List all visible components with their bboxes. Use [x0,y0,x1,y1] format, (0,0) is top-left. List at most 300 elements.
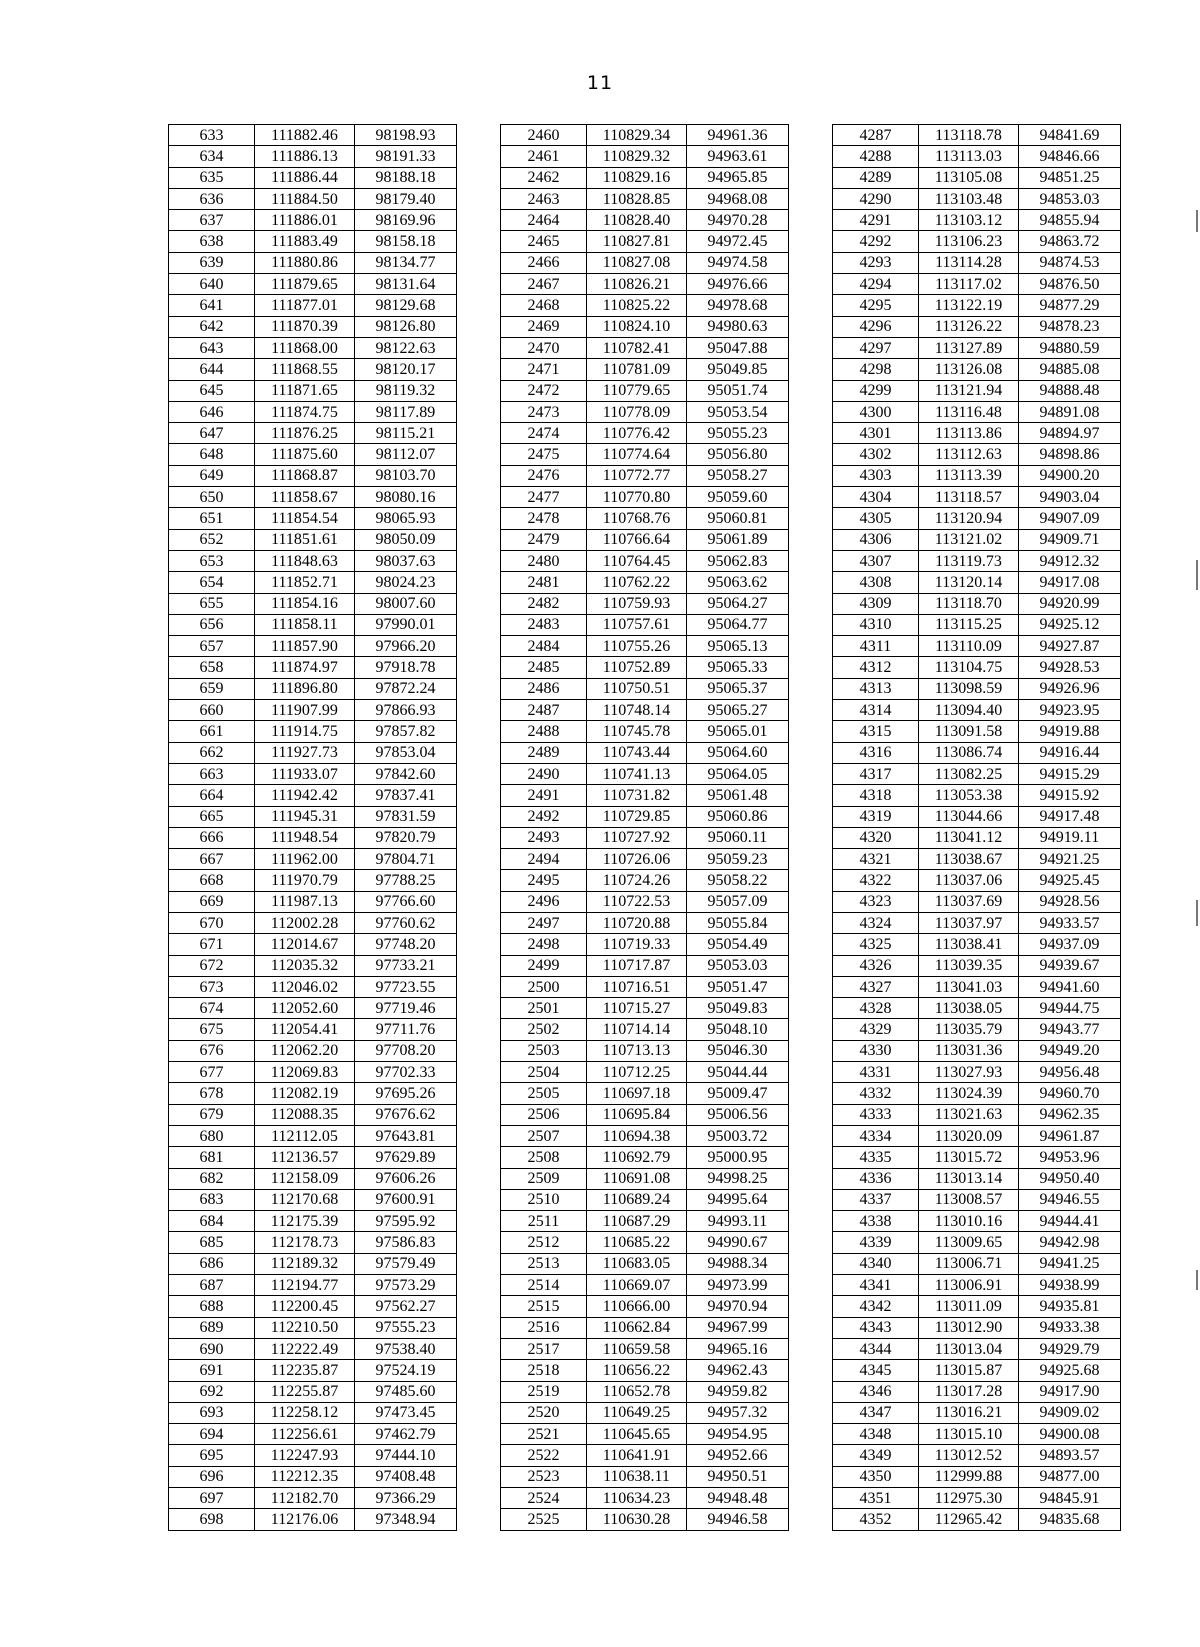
y-coordinate-cell: 98080.16 [355,487,457,508]
point-number-cell: 2471 [501,359,587,380]
y-coordinate-cell: 98103.70 [355,465,457,486]
x-coordinate-cell: 113118.57 [919,487,1019,508]
point-number-cell: 2478 [501,508,587,529]
point-number-cell: 673 [169,976,255,997]
y-coordinate-cell: 94961.36 [687,125,789,146]
table-row [833,614,1121,635]
point-number-cell: 2498 [501,934,587,955]
table-row [501,231,789,252]
table-row [501,274,789,295]
table-row [833,401,1121,422]
x-coordinate-cell: 110727.92 [587,827,687,848]
y-coordinate-cell: 94956.48 [1019,1062,1121,1083]
table-row [833,827,1121,848]
y-coordinate-cell: 94973.99 [687,1275,789,1296]
table-row [833,721,1121,742]
x-coordinate-cell: 113020.09 [919,1125,1019,1146]
point-number-cell: 650 [169,487,255,508]
y-coordinate-cell: 94962.43 [687,1360,789,1381]
point-number-cell: 2473 [501,401,587,422]
x-coordinate-cell: 112965.42 [919,1509,1019,1530]
y-coordinate-cell: 94963.61 [687,146,789,167]
y-coordinate-cell: 97586.83 [355,1232,457,1253]
x-coordinate-cell: 113013.14 [919,1168,1019,1189]
x-coordinate-cell: 110687.29 [587,1211,687,1232]
table-row [501,1338,789,1359]
y-coordinate-cell: 94988.34 [687,1253,789,1274]
x-coordinate-cell: 113016.21 [919,1402,1019,1423]
point-number-cell: 4310 [833,614,919,635]
y-coordinate-cell: 95051.47 [687,976,789,997]
x-coordinate-cell: 113086.74 [919,742,1019,763]
point-number-cell: 2505 [501,1083,587,1104]
point-number-cell: 2470 [501,337,587,358]
y-coordinate-cell: 97600.91 [355,1189,457,1210]
table-row [501,508,789,529]
table-row [169,1211,457,1232]
x-coordinate-cell: 113113.86 [919,423,1019,444]
x-coordinate-cell: 110666.00 [587,1296,687,1317]
x-coordinate-cell: 110638.11 [587,1466,687,1487]
x-coordinate-cell: 110641.91 [587,1445,687,1466]
point-number-cell: 651 [169,508,255,529]
point-number-cell: 4324 [833,912,919,933]
point-number-cell: 688 [169,1296,255,1317]
point-number-cell: 4351 [833,1488,919,1509]
x-coordinate-cell: 112002.28 [255,912,355,933]
point-number-cell: 2481 [501,572,587,593]
x-coordinate-cell: 110714.14 [587,1019,687,1040]
table-row [501,1488,789,1509]
table-row [169,295,457,316]
point-number-cell: 659 [169,678,255,699]
table-row [833,1360,1121,1381]
table-row [169,1168,457,1189]
table-row [169,700,457,721]
x-coordinate-cell: 110683.05 [587,1253,687,1274]
point-number-cell: 4321 [833,849,919,870]
y-coordinate-cell: 98131.64 [355,274,457,295]
y-coordinate-cell: 94946.58 [687,1509,789,1530]
x-coordinate-cell: 110656.22 [587,1360,687,1381]
point-number-cell: 4341 [833,1275,919,1296]
y-coordinate-cell: 94919.11 [1019,827,1121,848]
table-row [501,1275,789,1296]
x-coordinate-cell: 110634.23 [587,1488,687,1509]
x-coordinate-cell: 111914.75 [255,721,355,742]
y-coordinate-cell: 94953.96 [1019,1147,1121,1168]
y-coordinate-cell: 95053.54 [687,401,789,422]
point-number-cell: 2525 [501,1509,587,1530]
point-number-cell: 633 [169,125,255,146]
x-coordinate-cell: 113116.48 [919,401,1019,422]
y-coordinate-cell: 97966.20 [355,636,457,657]
x-coordinate-cell: 113010.16 [919,1211,1019,1232]
table-row [169,998,457,1019]
x-coordinate-cell: 112258.12 [255,1402,355,1423]
table-row [833,1402,1121,1423]
y-coordinate-cell: 95061.89 [687,529,789,550]
table-row [501,785,789,806]
table-row [501,955,789,976]
y-coordinate-cell: 94961.87 [1019,1125,1121,1146]
x-coordinate-cell: 111962.00 [255,849,355,870]
point-number-cell: 698 [169,1509,255,1530]
point-number-cell: 4317 [833,763,919,784]
x-coordinate-cell: 112052.60 [255,998,355,1019]
table-row [169,125,457,146]
x-coordinate-cell: 110778.09 [587,401,687,422]
x-coordinate-cell: 113039.35 [919,955,1019,976]
x-coordinate-cell: 113120.14 [919,572,1019,593]
point-number-cell: 2464 [501,210,587,231]
y-coordinate-cell: 97473.45 [355,1402,457,1423]
x-coordinate-cell: 113127.89 [919,337,1019,358]
point-number-cell: 691 [169,1360,255,1381]
table-row [833,1104,1121,1125]
point-number-cell: 2475 [501,444,587,465]
y-coordinate-cell: 94841.69 [1019,125,1121,146]
x-coordinate-cell: 112062.20 [255,1040,355,1061]
point-number-cell: 671 [169,934,255,955]
x-coordinate-cell: 113038.41 [919,934,1019,955]
table-row [833,252,1121,273]
y-coordinate-cell: 97573.29 [355,1275,457,1296]
x-coordinate-cell: 112200.45 [255,1296,355,1317]
x-coordinate-cell: 113113.03 [919,146,1019,167]
point-number-cell: 686 [169,1253,255,1274]
x-coordinate-cell: 110720.88 [587,912,687,933]
y-coordinate-cell: 95056.80 [687,444,789,465]
y-coordinate-cell: 94878.23 [1019,316,1121,337]
x-coordinate-cell: 111868.00 [255,337,355,358]
point-number-cell: 4289 [833,167,919,188]
point-number-cell: 4309 [833,593,919,614]
y-coordinate-cell: 95060.86 [687,806,789,827]
y-coordinate-cell: 97766.60 [355,891,457,912]
table-row [169,1296,457,1317]
x-coordinate-cell: 111868.55 [255,359,355,380]
y-coordinate-cell: 94863.72 [1019,231,1121,252]
point-number-cell: 690 [169,1338,255,1359]
point-number-cell: 676 [169,1040,255,1061]
point-number-cell: 635 [169,167,255,188]
x-coordinate-cell: 113031.36 [919,1040,1019,1061]
y-coordinate-cell: 94909.71 [1019,529,1121,550]
y-coordinate-cell: 94995.64 [687,1189,789,1210]
y-coordinate-cell: 94972.45 [687,231,789,252]
table-row [169,1488,457,1509]
point-number-cell: 639 [169,252,255,273]
x-coordinate-cell: 113038.67 [919,849,1019,870]
y-coordinate-cell: 97444.10 [355,1445,457,1466]
y-coordinate-cell: 95065.33 [687,657,789,678]
x-coordinate-cell: 110755.26 [587,636,687,657]
x-coordinate-cell: 111871.65 [255,380,355,401]
x-coordinate-cell: 113015.72 [919,1147,1019,1168]
point-number-cell: 4293 [833,252,919,273]
table-row [833,1275,1121,1296]
table-row [833,550,1121,571]
table-row [501,1062,789,1083]
point-number-cell: 2472 [501,380,587,401]
y-coordinate-cell: 94894.97 [1019,423,1121,444]
y-coordinate-cell: 94900.08 [1019,1424,1121,1445]
point-number-cell: 4299 [833,380,919,401]
table-row [833,274,1121,295]
point-number-cell: 2499 [501,955,587,976]
table-row [501,423,789,444]
table-row [169,231,457,252]
x-coordinate-cell: 110762.22 [587,572,687,593]
table-row [501,1424,789,1445]
x-coordinate-cell: 111874.75 [255,401,355,422]
point-number-cell: 4345 [833,1360,919,1381]
x-coordinate-cell: 113114.28 [919,252,1019,273]
table-row [501,1019,789,1040]
y-coordinate-cell: 98115.21 [355,423,457,444]
table-row [169,508,457,529]
y-coordinate-cell: 97990.01 [355,614,457,635]
table-row [169,188,457,209]
y-coordinate-cell: 94845.91 [1019,1488,1121,1509]
x-coordinate-cell: 113126.22 [919,316,1019,337]
y-coordinate-cell: 94937.09 [1019,934,1121,955]
x-coordinate-cell: 113041.12 [919,827,1019,848]
y-coordinate-cell: 97555.23 [355,1317,457,1338]
table-row [501,1296,789,1317]
x-coordinate-cell: 110659.58 [587,1338,687,1359]
y-coordinate-cell: 95000.95 [687,1147,789,1168]
table-row [169,274,457,295]
point-number-cell: 665 [169,806,255,827]
x-coordinate-cell: 113009.65 [919,1232,1019,1253]
x-coordinate-cell: 111882.46 [255,125,355,146]
x-coordinate-cell: 112247.93 [255,1445,355,1466]
y-coordinate-cell: 94954.95 [687,1424,789,1445]
point-number-cell: 2492 [501,806,587,827]
table-row [169,1402,457,1423]
point-number-cell: 654 [169,572,255,593]
x-coordinate-cell: 110695.84 [587,1104,687,1125]
x-coordinate-cell: 110729.85 [587,806,687,827]
point-number-cell: 2491 [501,785,587,806]
point-number-cell: 4307 [833,550,919,571]
x-coordinate-cell: 111848.63 [255,550,355,571]
x-coordinate-cell: 113126.08 [919,359,1019,380]
point-number-cell: 4336 [833,1168,919,1189]
x-coordinate-cell: 112014.67 [255,934,355,955]
table-row [833,444,1121,465]
y-coordinate-cell: 98119.32 [355,380,457,401]
point-number-cell: 4331 [833,1062,919,1083]
table-row [169,1338,457,1359]
x-coordinate-cell: 113037.97 [919,912,1019,933]
table-row [833,678,1121,699]
y-coordinate-cell: 97702.33 [355,1062,457,1083]
table-row [833,125,1121,146]
point-number-cell: 645 [169,380,255,401]
point-number-cell: 2510 [501,1189,587,1210]
y-coordinate-cell: 94916.44 [1019,742,1121,763]
point-number-cell: 2508 [501,1147,587,1168]
x-coordinate-cell: 110722.53 [587,891,687,912]
y-coordinate-cell: 98024.23 [355,572,457,593]
y-coordinate-cell: 98188.18 [355,167,457,188]
x-coordinate-cell: 110726.06 [587,849,687,870]
y-coordinate-cell: 94938.99 [1019,1275,1121,1296]
point-number-cell: 697 [169,1488,255,1509]
table-row [169,337,457,358]
x-coordinate-cell: 113012.52 [919,1445,1019,1466]
table-row [833,1317,1121,1338]
x-coordinate-cell: 113117.02 [919,274,1019,295]
table-row [833,1147,1121,1168]
x-coordinate-cell: 113015.87 [919,1360,1019,1381]
y-coordinate-cell: 94925.12 [1019,614,1121,635]
point-number-cell: 2493 [501,827,587,848]
point-number-cell: 2486 [501,678,587,699]
table-row [501,934,789,955]
point-number-cell: 687 [169,1275,255,1296]
y-coordinate-cell: 94933.57 [1019,912,1121,933]
point-number-cell: 648 [169,444,255,465]
point-number-cell: 4297 [833,337,919,358]
y-coordinate-cell: 94965.85 [687,167,789,188]
y-coordinate-cell: 97676.62 [355,1104,457,1125]
y-coordinate-cell: 97820.79 [355,827,457,848]
x-coordinate-cell: 113121.94 [919,380,1019,401]
x-coordinate-cell: 110752.89 [587,657,687,678]
y-coordinate-cell: 97579.49 [355,1253,457,1274]
table-row [169,912,457,933]
y-coordinate-cell: 94968.08 [687,188,789,209]
x-coordinate-cell: 113110.09 [919,636,1019,657]
table-row [833,1168,1121,1189]
x-coordinate-cell: 110781.09 [587,359,687,380]
y-coordinate-cell: 97595.92 [355,1211,457,1232]
y-coordinate-cell: 95046.30 [687,1040,789,1061]
x-coordinate-cell: 111874.97 [255,657,355,678]
y-coordinate-cell: 95063.62 [687,572,789,593]
x-coordinate-cell: 113120.94 [919,508,1019,529]
point-number-cell: 4344 [833,1338,919,1359]
table-row [501,210,789,231]
table-row [833,891,1121,912]
x-coordinate-cell: 113113.39 [919,465,1019,486]
x-coordinate-cell: 112082.19 [255,1083,355,1104]
y-coordinate-cell: 95061.48 [687,785,789,806]
scan-edge-mark [1196,1270,1198,1290]
y-coordinate-cell: 94941.60 [1019,976,1121,997]
point-number-cell: 670 [169,912,255,933]
x-coordinate-cell: 111884.50 [255,188,355,209]
point-number-cell: 2509 [501,1168,587,1189]
point-number-cell: 2503 [501,1040,587,1061]
point-number-cell: 658 [169,657,255,678]
point-number-cell: 661 [169,721,255,742]
table-row [833,337,1121,358]
x-coordinate-cell: 111852.71 [255,572,355,593]
x-coordinate-cell: 112182.70 [255,1488,355,1509]
point-number-cell: 4302 [833,444,919,465]
y-coordinate-cell: 97788.25 [355,870,457,891]
y-coordinate-cell: 97366.29 [355,1488,457,1509]
point-number-cell: 2519 [501,1381,587,1402]
x-coordinate-cell: 111942.42 [255,785,355,806]
x-coordinate-cell: 110662.84 [587,1317,687,1338]
point-number-cell: 2516 [501,1317,587,1338]
point-number-cell: 674 [169,998,255,1019]
x-coordinate-cell: 113082.25 [919,763,1019,784]
y-coordinate-cell: 98122.63 [355,337,457,358]
y-coordinate-cell: 94915.29 [1019,763,1121,784]
x-coordinate-cell: 113115.25 [919,614,1019,635]
y-coordinate-cell: 97524.19 [355,1360,457,1381]
x-coordinate-cell: 112046.02 [255,976,355,997]
table-row [501,763,789,784]
point-number-cell: 4339 [833,1232,919,1253]
table-row [833,1488,1121,1509]
y-coordinate-cell: 94855.94 [1019,210,1121,231]
point-number-cell: 637 [169,210,255,231]
point-number-cell: 675 [169,1019,255,1040]
x-coordinate-cell: 113035.79 [919,1019,1019,1040]
x-coordinate-cell: 113098.59 [919,678,1019,699]
point-number-cell: 4326 [833,955,919,976]
y-coordinate-cell: 94978.68 [687,295,789,316]
x-coordinate-cell: 110719.33 [587,934,687,955]
table-row [833,636,1121,657]
x-coordinate-cell: 113041.03 [919,976,1019,997]
table-row [501,742,789,763]
y-coordinate-cell: 97857.82 [355,721,457,742]
table-row [833,508,1121,529]
point-number-cell: 689 [169,1317,255,1338]
table-row [501,976,789,997]
point-number-cell: 4347 [833,1402,919,1423]
x-coordinate-cell: 110826.21 [587,274,687,295]
coordinate-table-1 [168,124,457,1531]
x-coordinate-cell: 110757.61 [587,614,687,635]
x-coordinate-cell: 110692.79 [587,1147,687,1168]
point-number-cell: 2461 [501,146,587,167]
y-coordinate-cell: 95060.81 [687,508,789,529]
table-row [169,1062,457,1083]
scan-edge-mark [1196,210,1198,232]
table-row [169,1275,457,1296]
point-number-cell: 2494 [501,849,587,870]
x-coordinate-cell: 113104.75 [919,657,1019,678]
table-row [833,1381,1121,1402]
y-coordinate-cell: 94944.75 [1019,998,1121,1019]
point-number-cell: 2488 [501,721,587,742]
x-coordinate-cell: 113012.90 [919,1317,1019,1338]
point-number-cell: 678 [169,1083,255,1104]
x-coordinate-cell: 111858.11 [255,614,355,635]
x-coordinate-cell: 110689.24 [587,1189,687,1210]
y-coordinate-cell: 94900.20 [1019,465,1121,486]
x-coordinate-cell: 112210.50 [255,1317,355,1338]
y-coordinate-cell: 94960.70 [1019,1083,1121,1104]
y-coordinate-cell: 97733.21 [355,955,457,976]
point-number-cell: 2514 [501,1275,587,1296]
x-coordinate-cell: 110745.78 [587,721,687,742]
point-number-cell: 4318 [833,785,919,806]
point-number-cell: 4296 [833,316,919,337]
y-coordinate-cell: 94928.53 [1019,657,1121,678]
y-coordinate-cell: 94874.53 [1019,252,1121,273]
